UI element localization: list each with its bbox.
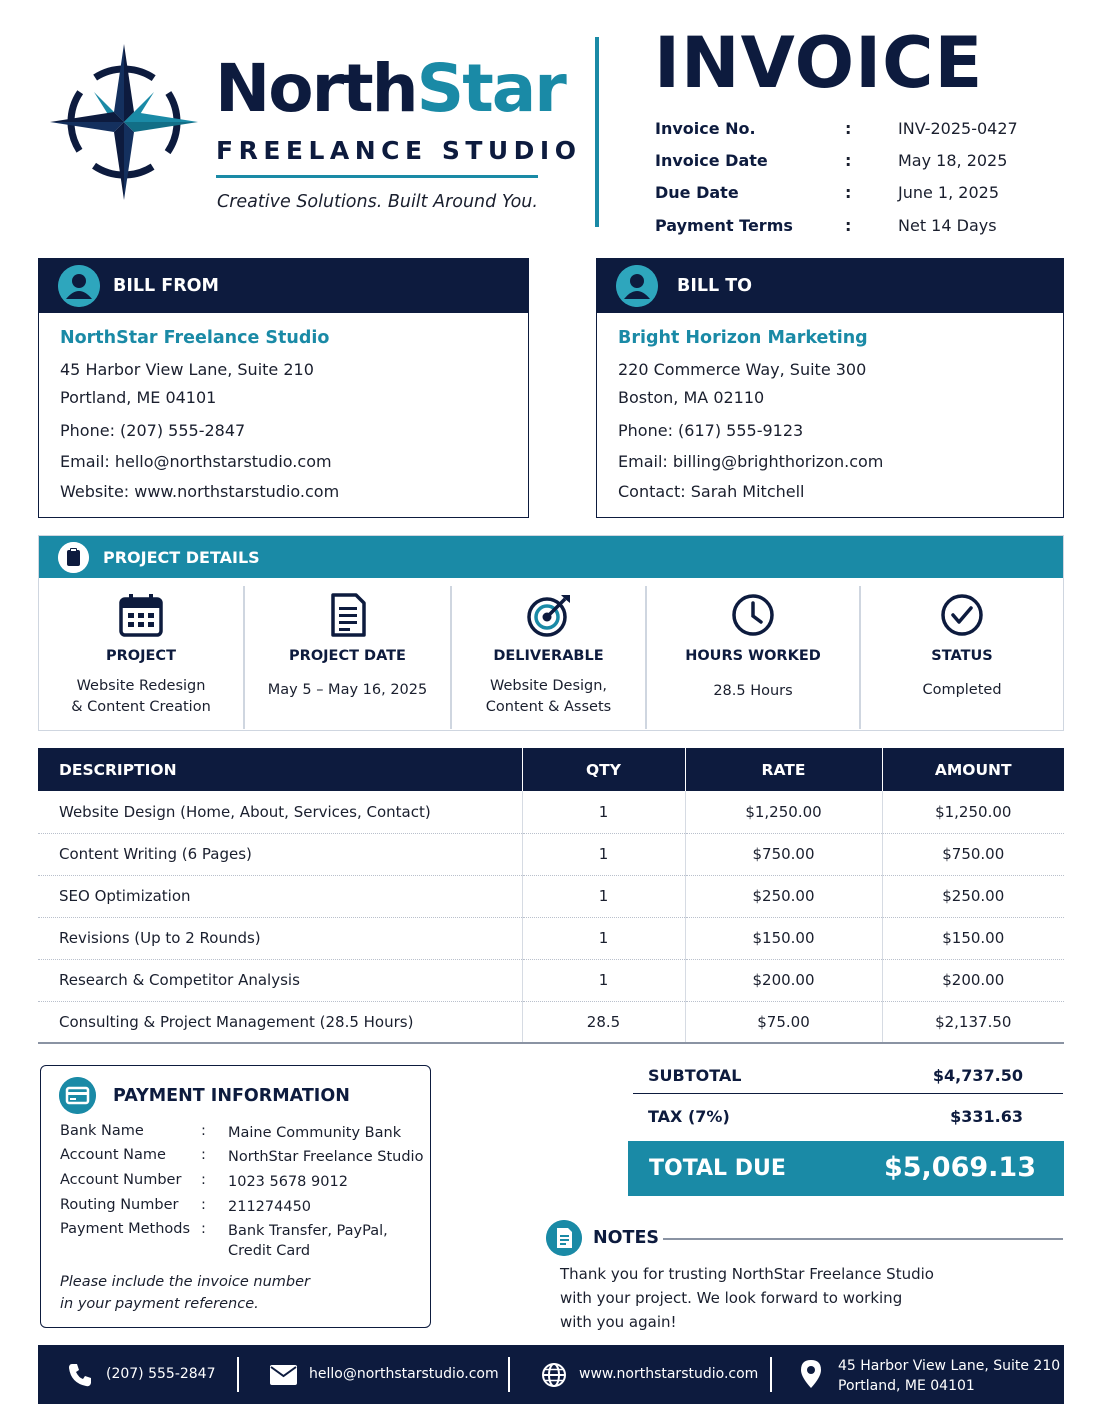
item-description: Website Design (Home, About, Services, Contact) (38, 791, 522, 833)
project-details-title: PROJECT DETAILS (103, 548, 260, 567)
notes-text: Thank you for trusting NorthStar Freelance Studio with your project. We look forward to working with you again! (560, 1265, 934, 1331)
table-header-row (38, 748, 1064, 791)
item-description: Content Writing (6 Pages) (38, 833, 522, 875)
item-rate: $250.00 (685, 875, 882, 917)
item-qty: 1 (522, 791, 685, 833)
project-cell-label: PROJECT (106, 648, 176, 664)
tax-row: TAX (7%) $331.63 (648, 1107, 1023, 1126)
footer-divider (508, 1357, 510, 1392)
invoice-meta-row: Invoice Date : May 18, 2025 (655, 151, 1008, 170)
project-cell (452, 586, 645, 729)
total-due-value: $5,069.13 (883, 1152, 1036, 1183)
bill-to-name: Bright Horizon Marketing (618, 328, 868, 348)
check-circle-icon (939, 592, 985, 638)
project-cell-value: May 5 – May 16, 2025 (267, 682, 428, 698)
bill-from-header (39, 259, 528, 313)
bill-from-address1: 45 Harbor View Lane, Suite 210 (60, 360, 314, 379)
item-amount: $2,137.50 (882, 1001, 1064, 1043)
item-description: Revisions (Up to 2 Rounds) (38, 917, 522, 959)
phone-icon (66, 1361, 94, 1389)
item-qty: 1 (522, 875, 685, 917)
footer-bar (38, 1345, 1064, 1404)
table-row (38, 833, 1064, 875)
invoice-title: INVOICE (654, 22, 984, 104)
meta-value: June 1, 2025 (898, 183, 999, 202)
bill-to-title: BILL TO (677, 276, 753, 296)
table-row (38, 875, 1064, 917)
item-description: SEO Optimization (38, 875, 522, 917)
meta-label: Due Date (655, 183, 739, 202)
table-row (38, 791, 1064, 833)
bill-to-card (596, 258, 1064, 518)
northstar-logo-icon (48, 42, 200, 204)
bill-to-header (597, 259, 1063, 313)
project-cell-value: Website Design, Content & Assets (485, 678, 612, 715)
item-rate: $750.00 (685, 833, 882, 875)
target-icon (526, 592, 572, 638)
bill-to-contact: Contact: Sarah Mitchell (618, 482, 805, 501)
table-row (38, 959, 1064, 1001)
bill-to-email: Email: billing@brighthorizon.com (618, 452, 884, 471)
project-cell-value: 28.5 Hours (713, 683, 793, 699)
column-header: DESCRIPTION (38, 748, 522, 791)
bill-from-email: Email: hello@northstarstudio.com (60, 452, 332, 471)
invoice-meta-row: Payment Terms : Net 14 Days (655, 216, 997, 235)
footer-divider (770, 1357, 772, 1392)
meta-value: INV-2025-0427 (898, 119, 1018, 138)
item-rate: $150.00 (685, 917, 882, 959)
project-cell-value: Website Redesign & Content Creation (71, 678, 211, 715)
item-qty: 28.5 (522, 1001, 685, 1043)
item-qty: 1 (522, 959, 685, 1001)
project-cell (39, 586, 243, 729)
notes-icon (546, 1220, 582, 1256)
item-qty: 1 (522, 917, 685, 959)
item-rate: $200.00 (685, 959, 882, 1001)
item-rate: $75.00 (685, 1001, 882, 1043)
user-icon (616, 265, 658, 307)
globe-icon (541, 1362, 567, 1388)
project-cell-label: PROJECT DATE (289, 648, 406, 664)
bill-to-phone: Phone: (617) 555-9123 (618, 421, 804, 440)
project-cell-label: HOURS WORKED (685, 648, 821, 664)
bill-from-card (38, 258, 529, 518)
line-items-table (38, 748, 1064, 1044)
item-description: Consulting & Project Management (28.5 Hours) (38, 1001, 522, 1043)
project-cell (647, 586, 859, 729)
footer-divider (237, 1357, 239, 1392)
calendar-icon (118, 592, 164, 638)
payment-note: Please include the invoice number in your payment reference. (60, 1274, 311, 1312)
payment-info-card: PAYMENT INFORMATION Bank Name : Maine Community Bank Account Name : NorthStar Freelance Studio Account Number : 1023 5678 9012 Routing Number : 211274450 Payment Methods : Bank Transfer, PayPal, Credit Card Please include the invoice number in your payment reference. (40, 1065, 431, 1328)
table-row (38, 1001, 1064, 1043)
footer-email[interactable]: hello@northstarstudio.com (270, 1345, 510, 1404)
bill-to-address2: Boston, MA 02110 (618, 388, 765, 407)
notes-title: NOTES (593, 1228, 660, 1248)
location-pin-icon (800, 1359, 822, 1389)
meta-value: May 18, 2025 (898, 151, 1008, 170)
bill-from-phone: Phone: (207) 555-2847 (60, 421, 246, 440)
tax-value: $331.63 (950, 1107, 1023, 1126)
item-amount: $250.00 (882, 875, 1064, 917)
footer-phone: (207) 555-2847 (66, 1345, 246, 1404)
brand-divider (216, 175, 538, 178)
project-cell (861, 586, 1063, 729)
subtotal-value: $4,737.50 (932, 1066, 1023, 1085)
document-icon (325, 592, 371, 638)
footer-website[interactable]: www.northstarstudio.com (541, 1345, 771, 1404)
item-amount: $200.00 (882, 959, 1064, 1001)
brand-subtitle: FREELANCE STUDIO (216, 136, 582, 165)
item-amount: $150.00 (882, 917, 1064, 959)
column-header: AMOUNT (882, 748, 1064, 791)
project-cell-label: DELIVERABLE (493, 648, 604, 664)
item-amount: $750.00 (882, 833, 1064, 875)
meta-label: Invoice Date (655, 151, 768, 170)
notes-divider (663, 1238, 1063, 1240)
item-amount: $1,250.00 (882, 791, 1064, 833)
meta-label: Invoice No. (655, 119, 756, 138)
project-cell-value: Completed (922, 682, 1002, 698)
bill-from-website: Website: www.northstarstudio.com (60, 482, 340, 501)
bill-from-name: NorthStar Freelance Studio (60, 328, 330, 348)
mail-icon (270, 1365, 297, 1385)
invoice-meta-row: Invoice No. : INV-2025-0427 (655, 119, 1018, 138)
user-icon (58, 265, 100, 307)
credit-card-icon (59, 1077, 96, 1114)
item-rate: $1,250.00 (685, 791, 882, 833)
project-details-card (38, 535, 1064, 731)
meta-label: Payment Terms (655, 216, 793, 235)
invoice-meta-row: Due Date : June 1, 2025 (655, 183, 999, 202)
brand-tagline: Creative Solutions. Built Around You. (217, 192, 538, 212)
payment-info-title: PAYMENT INFORMATION (113, 1086, 350, 1106)
total-due-banner: TOTAL DUE $5,069.13 (628, 1141, 1064, 1196)
brand-name: NorthStar (215, 50, 565, 127)
clock-icon (730, 592, 776, 638)
bill-from-address2: Portland, ME 04101 (60, 388, 217, 407)
column-header: QTY (522, 748, 685, 791)
item-qty: 1 (522, 833, 685, 875)
bill-from-title: BILL FROM (113, 276, 219, 296)
header-divider (595, 37, 599, 227)
clipboard-icon (58, 542, 89, 573)
item-description: Research & Competitor Analysis (38, 959, 522, 1001)
table-row (38, 917, 1064, 959)
project-details-header (39, 536, 1063, 578)
column-header: RATE (685, 748, 882, 791)
meta-value: Net 14 Days (898, 216, 997, 235)
project-cell-label: STATUS (931, 648, 993, 664)
subtotal-row: SUBTOTAL $4,737.50 (633, 1056, 1063, 1094)
bill-to-address1: 220 Commerce Way, Suite 300 (618, 360, 867, 379)
project-cell (245, 586, 450, 729)
footer-address: 45 Harbor View Lane, Suite 210 Portland, ME 04101 (800, 1345, 1062, 1404)
